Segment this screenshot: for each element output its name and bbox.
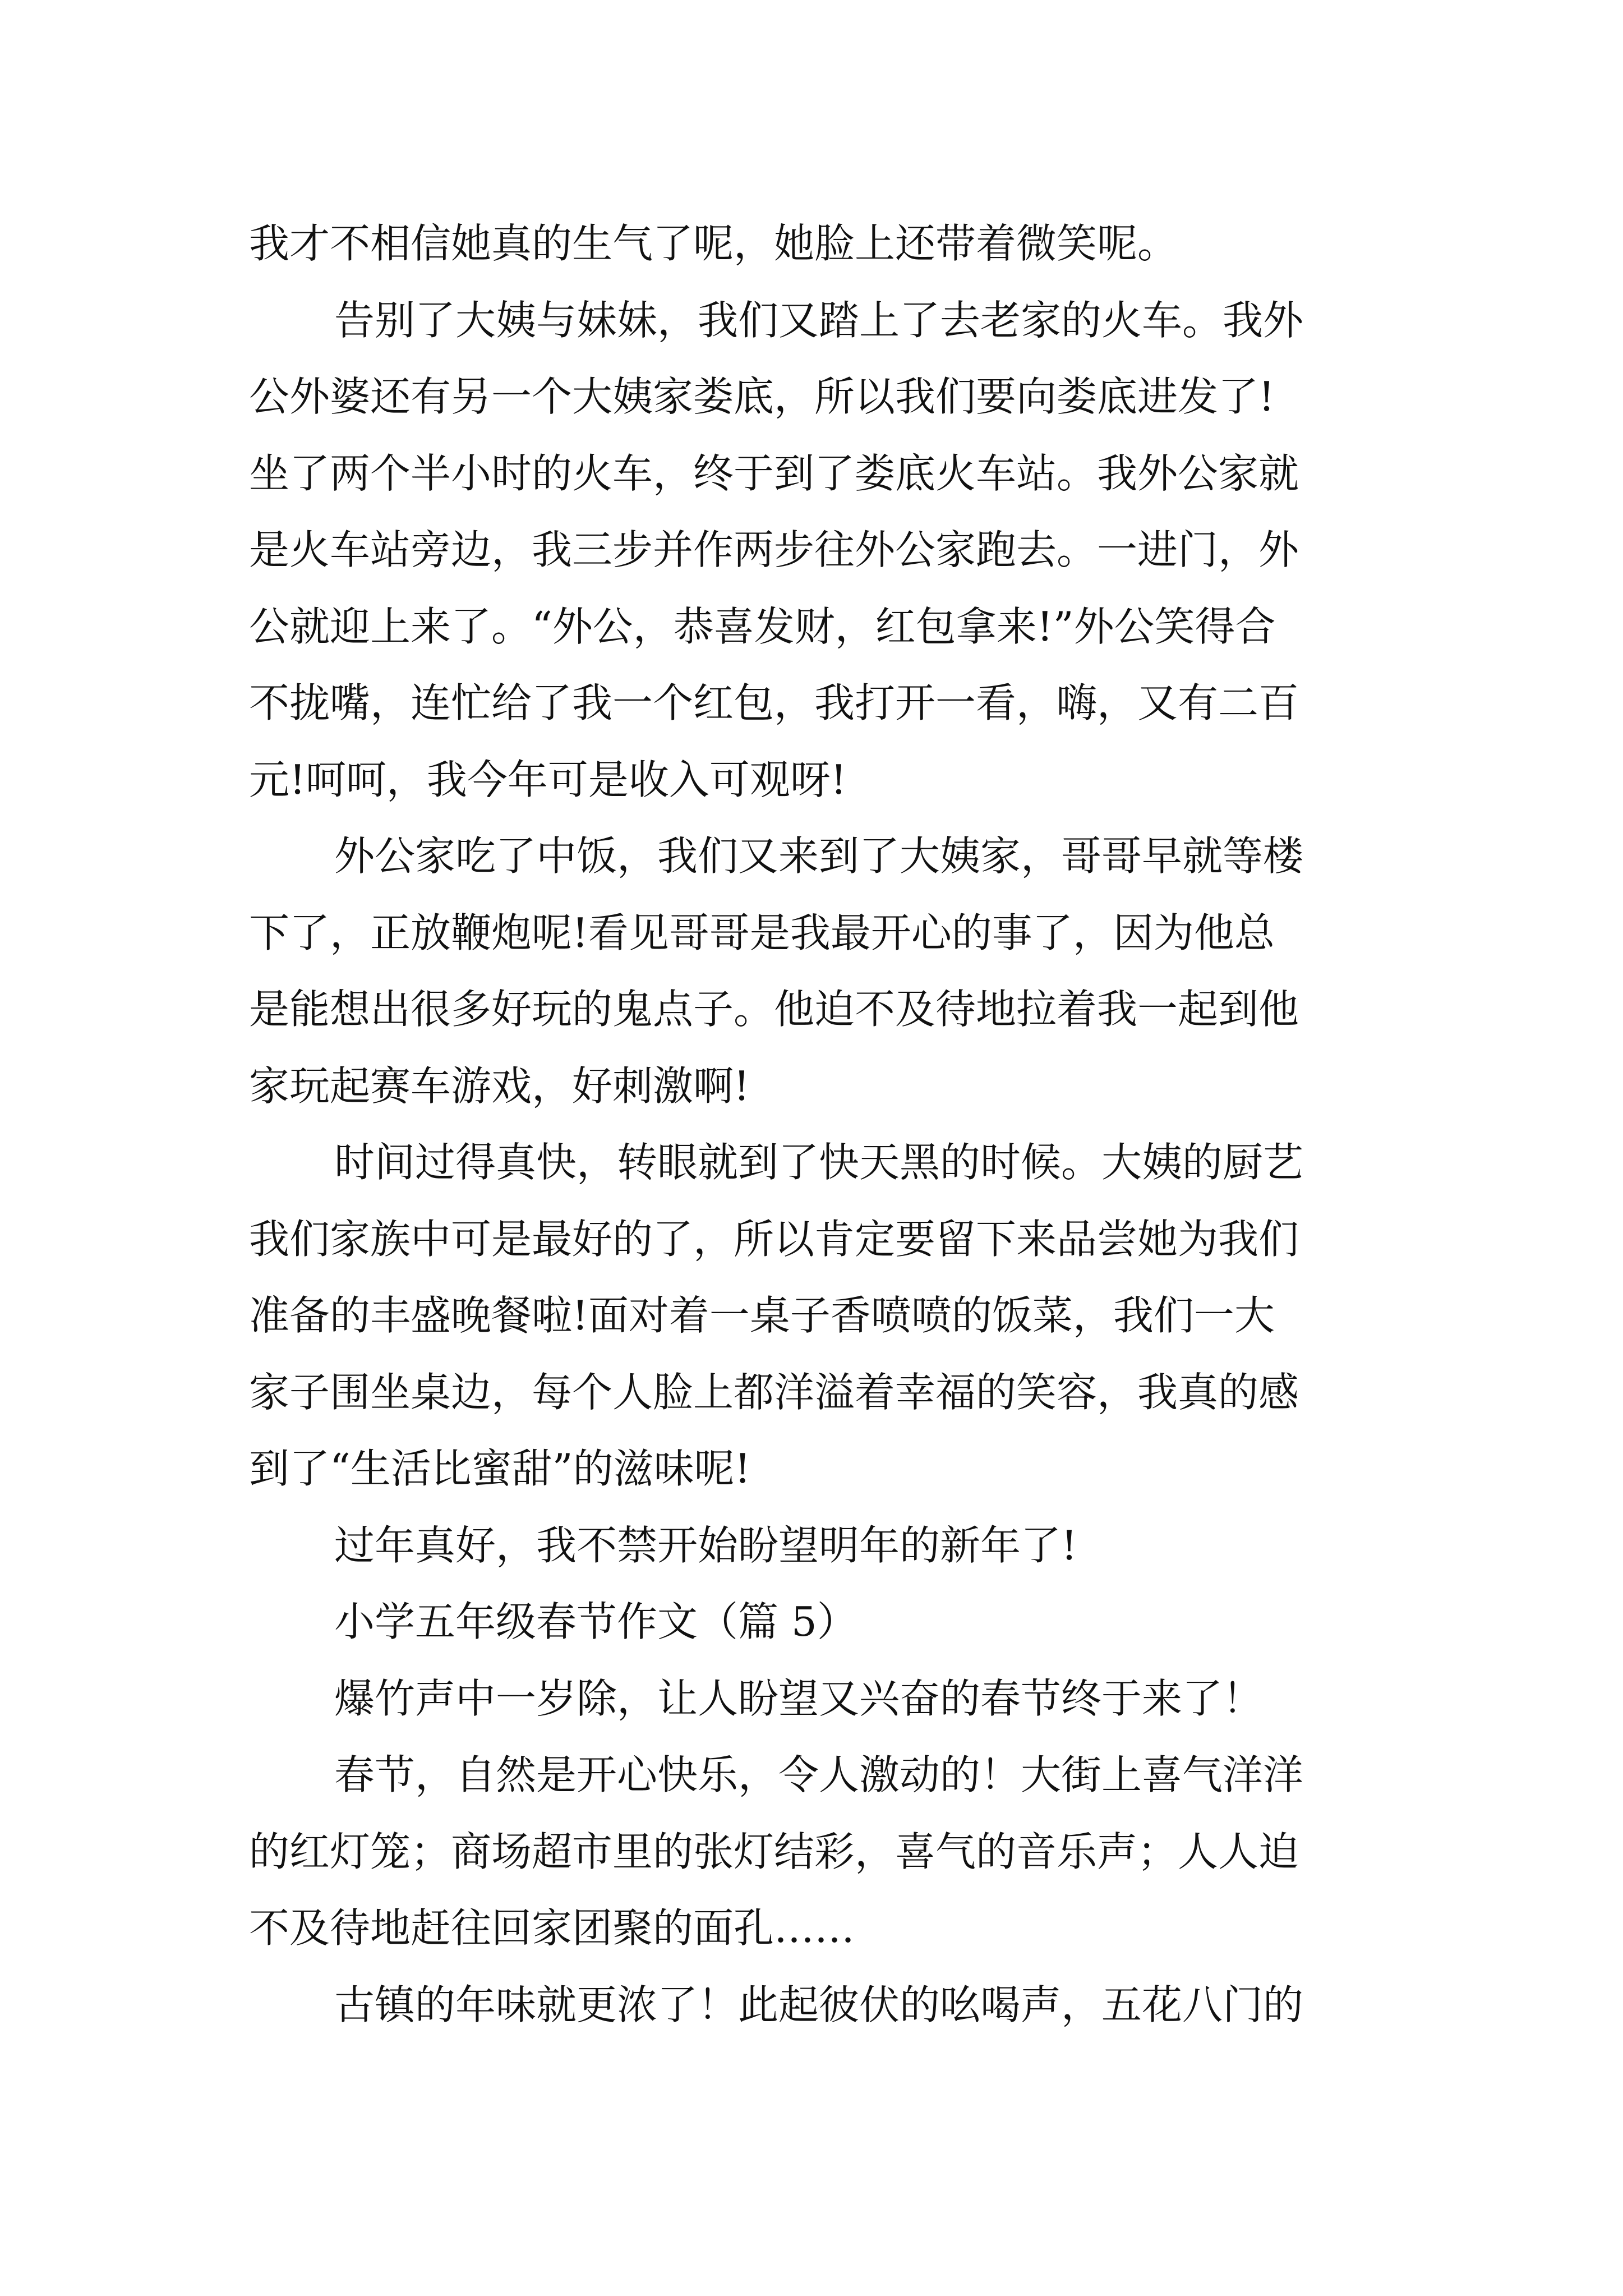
text-line: 是火车站旁边，我三步并作两步往外公家跑去。一进门，外: [249, 526, 1299, 573]
text-line: 是能想出很多好玩的鬼点子。他迫不及待地拉着我一起到他: [249, 986, 1299, 1033]
paragraph-start-line: 告别了大姨与妹妹，我们又踏上了去老家的火车。我外: [334, 296, 1304, 344]
section-heading: 小学五年级春节作文（篇 5）: [334, 1598, 857, 1645]
text-line: 不拢嘴，连忙给了我一个红包，我打开一看，嗨，又有二百: [249, 679, 1299, 726]
paragraph-start-line: 过年真好，我不禁开始盼望明年的新年了!: [334, 1521, 1077, 1569]
text-line: 家玩起赛车游戏，好刺激啊!: [249, 1062, 750, 1110]
text-line: 下了，正放鞭炮呢!看见哥哥是我最开心的事了，因为他总: [249, 909, 1275, 956]
text-line: 到了“生活比蜜甜”的滋味呢!: [249, 1445, 751, 1492]
text-line: 家子围坐桌边，每个人脸上都洋溢着幸福的笑容，我真的感: [249, 1368, 1299, 1416]
text-line: 我才不相信她真的生气了呢，她脸上还带着微笑呢。: [249, 220, 1178, 267]
text-line: 的红灯笼；商场超市里的张灯结彩，喜气的音乐声；人人迫: [249, 1828, 1299, 1875]
text-line: 我们家族中可是最好的了，所以肯定要留下来品尝她为我们: [249, 1215, 1299, 1263]
text-line: 元!呵呵，我今年可是收入可观呀!: [249, 756, 847, 803]
text-line: 公就迎上来了。“外公，恭喜发财，红包拿来!”外公笑得合: [249, 602, 1276, 650]
paragraph-start-line: 春节，自然是开心快乐，令人激动的！大街上喜气洋洋: [334, 1751, 1304, 1798]
document-body: [249, 205, 1393, 2043]
text-line: 不及待地赶往回家团聚的面孔……: [249, 1904, 855, 1952]
text-line: 准备的丰盛晚餐啦!面对着一桌子香喷喷的饭菜，我们一大: [249, 1292, 1275, 1339]
paragraph-start-line: 时间过得真快，转眼就到了快天黑的时候。大姨的厨艺: [334, 1139, 1304, 1186]
paragraph-start-line: 古镇的年味就更浓了！此起彼伏的吆喝声，五花八门的: [334, 1981, 1304, 2028]
paragraph-start-line: 外公家吃了中饭，我们又来到了大姨家，哥哥早就等楼: [334, 832, 1304, 880]
text-line: 坐了两个半小时的火车，终于到了娄底火车站。我外公家就: [249, 449, 1299, 497]
paragraph-start-line: 爆竹声中一岁除，让人盼望又兴奋的春节终于来了！: [334, 1674, 1264, 1722]
text-line: 公外婆还有另一个大姨家娄底，所以我们要向娄底进发了!: [249, 373, 1275, 420]
